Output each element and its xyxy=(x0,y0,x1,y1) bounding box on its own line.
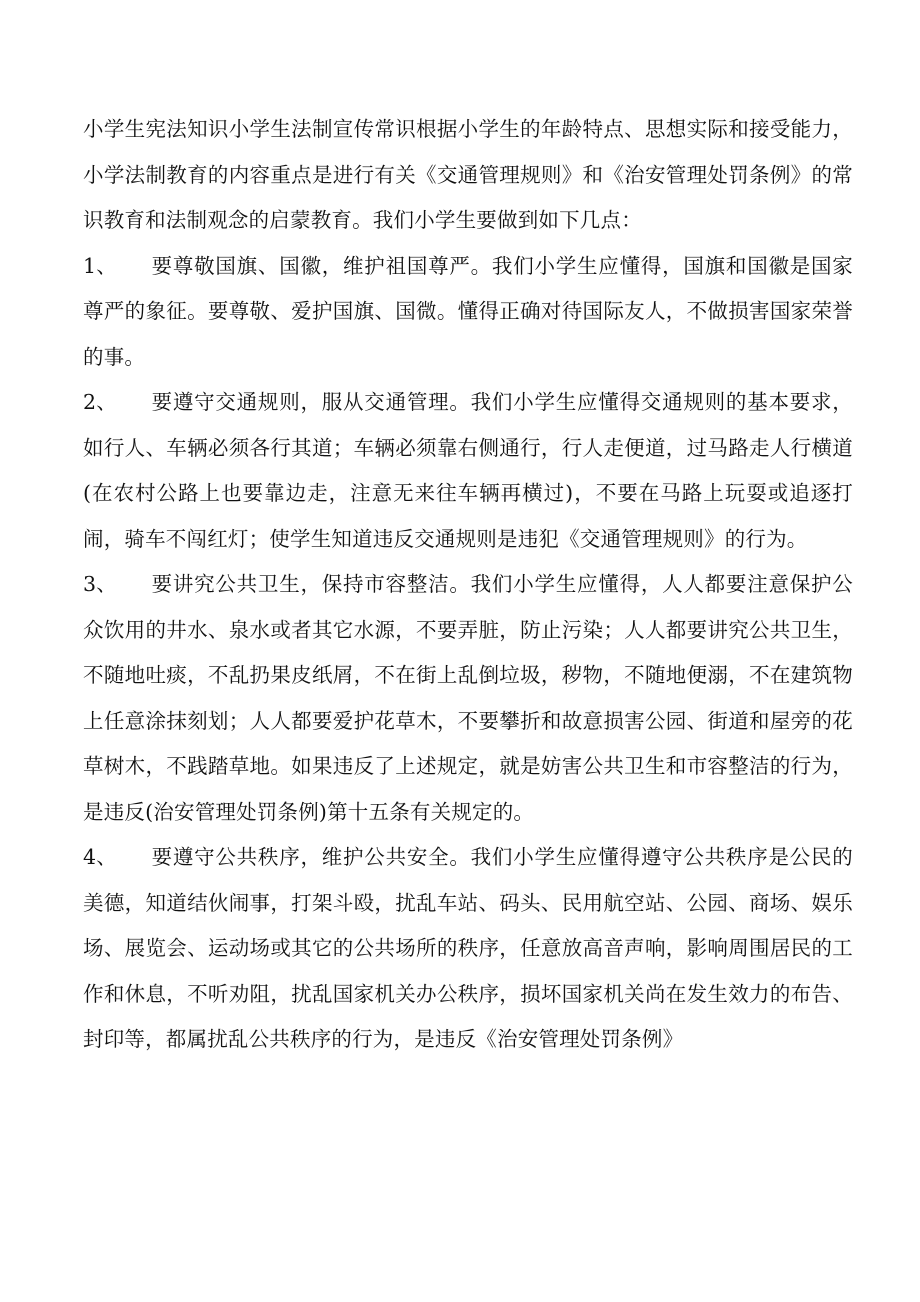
item-number: 2、 xyxy=(83,390,117,414)
intro-paragraph: 小学生宪法知识小学生法制宣传常识根据小学生的年龄特点、思想实际和接受能力，小学法制教育的内容重点是进行有关《交通管理规则》和《治安管理处罚条例》的常识教育和法制观念的启蒙教育。我们小学生要做到如下几点： xyxy=(83,117,853,232)
list-item-4 xyxy=(83,835,853,1063)
item-text: 要遵守公共秩序，维护公共安全。我们小学生应懂得遵守公共秩序是公民的美德，知道结伙闹事，打架斗殴，扰乱车站、码头、民用航空站、公园、商场、娱乐场、展览会、运动场或其它的公共场所的秩序，任意放高音声响，影响周围居民的工作和休息，不听劝阻，扰乱国家机关办公秩序，损坏国家机关尚在发生效力的布告、封印等，都属扰乱公共秩序的行为，是违反《治安管理处罚条例》 xyxy=(83,845,853,1051)
item-text: 要讲究公共卫生，保持市容整洁。我们小学生应懂得，人人都要注意保护公众饮用的井水、泉水或者其它水源，不要弄脏，防止污染；人人都要讲究公共卫生，不随地吐痰，不乱扔果皮纸屑，不在街上乱倒垃圾，秽物，不随地便溺，不在建筑物上任意涂抹刻划；人人都要爱护花草木，不要攀折和故意损害公园、街道和屋旁的花草树木，不践踏草地。如果违反了上述规定，就是妨害公共卫生和市容整洁的行为，是违反(治安管理处罚条例)第十五条有关规定的。 xyxy=(83,572,853,824)
item-text: 要遵守交通规则，服从交通管理。我们小学生应懂得交通规则的基本要求，如行人、车辆必须各行其道；车辆必须靠右侧通行，行人走便道，过马路走人行横道(在农村公路上也要靠边走，注意无来往车辆再横过)，不要在马路上玩耍或追逐打闹，骑车不闯红灯；使学生知道违反交通规则是违犯《交通管理规则》的行为。 xyxy=(83,390,853,551)
item-number: 1、 xyxy=(83,253,117,278)
list-item-1 xyxy=(83,244,853,381)
item-number: 4、 xyxy=(83,845,117,869)
list-item-3 xyxy=(83,562,853,835)
document-page xyxy=(83,107,853,1063)
item-number: 3、 xyxy=(83,572,117,596)
item-text: 要尊敬国旗、国徽，维护祖国尊严。我们小学生应懂得，国旗和国徽是国家尊严的象征。要尊敬、爱护国旗、国微。懂得正确对待国际友人，不做损害国家荣誉的事。 xyxy=(83,253,853,369)
list-item-2 xyxy=(83,380,853,562)
